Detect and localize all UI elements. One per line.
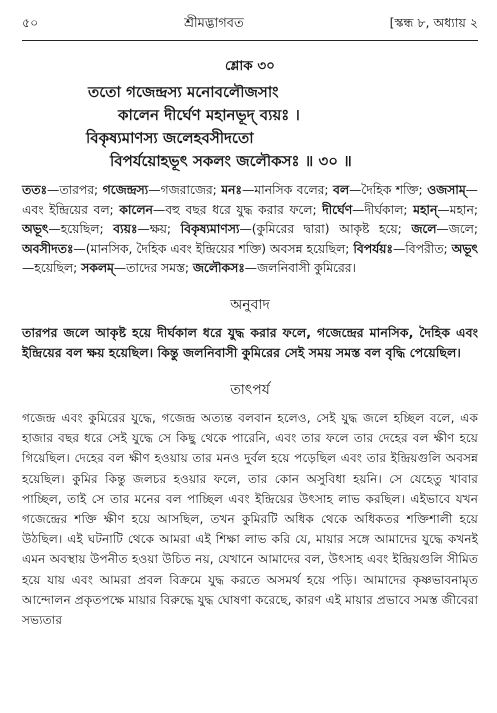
purport-heading: তাৎপর্য [230,381,270,398]
synonym-term: জলৌকসঃ [192,261,245,276]
synonym-meaning: জলনিবাসী কুমিরের। [257,261,356,276]
synonym-meaning: মহান; [449,202,478,217]
word-synonyms: ততঃ—তারপর; গজেন্দ্রস্য—গজরাজের; মনঃ—মানসিক বলের; বল—দৈহিক শক্তি; ওজসাম্—এবং ইন্দ্রিয়ের বল; কালেন—বহু বছর ধরে যুদ্ধ করার ফলে; দীর্ঘেণ—দীর্ঘকাল; মহান্—মহান; অভূৎ—হয়েছিল; ব্যয়ঃ—ক্ষয়; বিকৃষ্যমাণস্য—(কুমিরের দ্বারা) আকৃষ্ট হয়ে; জলে—জলে; অবসীদতঃ—(মানসিক, দৈহিক এবং ইন্দ্রিয়ের শক্তি) অবসন্ন হয়েছিল; বিপর্যয়ঃ—বিপরীত; অভূৎ—হয়েছিল; সকলম্—তাদের সমস্ত; জলৌকসঃ—জলনিবাসী কুমিরের। [22,183,478,276]
synonym-term: বল [332,183,349,197]
synonym-term: অভূৎ [22,222,49,237]
synonym-meaning: তাদের সমস্ত; [126,261,189,276]
synonym-term: গজেন্দ্রস্য [102,183,149,197]
synonym-meaning: মানসিক বলের; [254,183,329,197]
chapter-reference: [স্কন্ধ ৮, অধ্যায় ২ [389,15,478,30]
synonym-term: ওজসাম্ [427,183,466,197]
synonym-meaning: এবং ইন্দ্রিয়ের বল; [22,202,114,217]
translation-text: তারপর জলে আকৃষ্ট হয়ে দীর্ঘকাল ধরে যুদ্ধ করার ফলে, গজেন্দ্রের মানসিক, দৈহিক এবং ইন্দ্রিয়ের বল ক্ষয় হয়েছিল। কিন্তু জলনিবাসী কুমিরের সেই সময় সমস্ত বল বৃদ্ধি পেয়েছিল। [22,324,478,361]
synonym-meaning: তারপর; [59,183,99,197]
synonym-term: অভূৎ [451,241,478,256]
synonym-meaning: ক্ষয়; [149,222,172,237]
synonym-meaning: দীর্ঘকাল; [364,202,408,217]
verse-line: কালেন দীর্ঘেণ মহানভূদ্ ব্যয়ঃ । [118,106,300,124]
synonym-term: মহান্ [413,202,438,217]
synonym-meaning: বিপরীত; [405,241,448,256]
synonym-term: দীর্ঘেণ [322,202,353,217]
synonym-term: কালেন [119,202,153,217]
book-page [22,14,478,630]
verse-heading: শ্লোক ৩০ [225,58,275,74]
verse-line: বিকৃষ্যমাণস্য জলেহবসীদতো [86,129,254,147]
sanskrit-verse [22,81,478,173]
synonym-term: জলে [411,222,437,237]
synonym-meaning: (মানসিক, দৈহিক এবং ইন্দ্রিয়ের শক্তি) অবসন্ন হয়েছিল; [85,241,350,256]
synonym-meaning: বহু বছর ধরে যুদ্ধ করার ফলে; [165,202,317,217]
synonym-term: ব্যয়ঃ [113,222,138,237]
synonym-meaning: হয়েছিল; [34,261,78,276]
synonym-term: মনঃ [221,183,242,197]
verse-line: ততো গজেন্দ্রস্য মনোবলৌজসাং [88,83,279,101]
synonym-term: অবসীদতঃ [22,241,74,256]
page-number: ৫০ [22,15,39,30]
synonym-term: ততঃ [22,183,48,197]
page-header [22,14,478,41]
purport-text: গজেন্দ্র এবং কুমিরের যুদ্ধে, গজেন্দ্র অত্যন্ত বলবান হলেও, সেই যুদ্ধ জলে হচ্ছিল বলে, এক হাজার বছর ধরে সেই যুদ্ধে সে কিছু থেকে পারেনি, এবং তার ফলে তার দেহের বল ক্ষীণ হয়ে গিয়েছিল। দেহের বল ক্ষীণ হওয়ায় তার মনও দুর্বল হয়ে পড়েছিল এবং তার ইন্দ্রিয়গুলি অবসন্ন হয়েছিল। কুমির কিন্তু জলচর হওয়ার ফলে, তার কোন অসুবিধা হয়নি। সে যেহেতু খাবার পাচ্ছিল, তাই সে তার মনের বল পাচ্ছিল এবং ইন্দ্রিয়ের উৎসাহ লাভ করছিল। এইভাবে যখন গজেন্দ্রের শক্তি ক্ষীণ হয়ে আসছিল, তখন কুমিরটি অধিক থেকে অধিকতর শক্তিশালী হয়ে উঠছিল। এই ঘটনাটি থেকে আমরা এই শিক্ষা লাভ করি যে, মায়ার সঙ্গে আমাদের যুদ্ধে কখনই এমন অবস্থায় উপনীত হওয়া উচিত নয়, যেখানে আমাদের বল, উৎসাহ এবং ইন্দ্রিয়গুলি সীমিত হয়ে যায় এবং আমরা প্রবল বিক্রমে যুদ্ধ করতে অসমর্থ হয়ে পড়ি। আমাদের কৃষ্ণভাবনামৃত আন্দোলন প্রকৃতপক্ষে মায়ার বিরুদ্ধে যুদ্ধ ঘোষণা করেছে, কারণ এই মায়ার প্রভাবে সমস্ত জীবেরা সভ্যতার [22,410,478,627]
synonym-meaning: গজরাজের; [160,183,217,197]
book-title: শ্রীমদ্ভাগবত [184,16,244,31]
synonym-term: বিকৃষ্যমাণস্য [180,222,240,237]
synonym-meaning: হয়েছিল; [60,222,104,237]
translation-heading: অনুবাদ [230,296,270,313]
synonym-meaning: (কুমিরের দ্বারা) আকৃষ্ট হয়ে; [251,222,402,237]
verse-line: বিপর্যয়োহভূৎ সকলং জলৌকসঃ ॥ ৩০ ॥ [110,152,352,170]
synonym-term: বিপর্যয়ঃ [353,241,393,256]
synonym-meaning: দৈহিক শক্তি; [361,183,423,197]
synonym-term: সকলম্ [81,261,114,276]
synonym-meaning: জলে; [448,222,478,237]
